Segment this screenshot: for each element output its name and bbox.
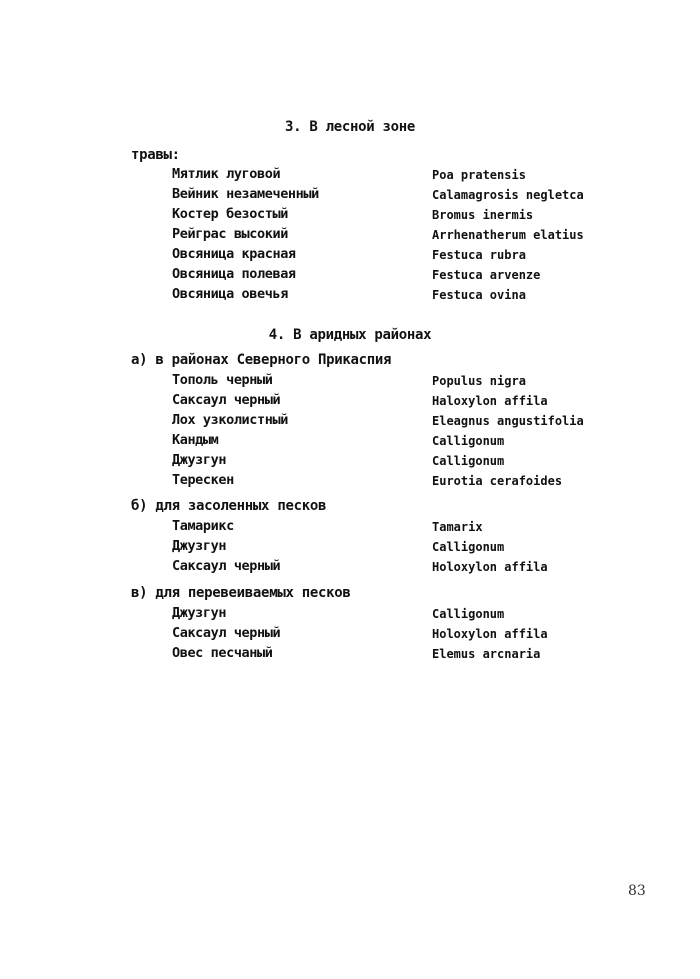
list-item	[0, 286, 700, 306]
russian-name: Вейник незамеченный	[172, 186, 319, 202]
list-item	[0, 266, 700, 286]
list-item	[0, 625, 700, 645]
russian-name: Саксаул черный	[172, 558, 281, 574]
list-item	[0, 645, 700, 665]
russian-name: Саксаул черный	[172, 625, 281, 641]
russian-name: Овсяница красная	[172, 246, 296, 262]
latin-name: Festuca ovina	[432, 288, 526, 302]
list-item	[0, 186, 700, 206]
russian-name: Лох узколистный	[172, 412, 288, 428]
russian-name: Кандым	[172, 432, 219, 448]
russian-name: Саксаул черный	[172, 392, 281, 408]
latin-name: Festuca arvenze	[432, 268, 541, 282]
latin-name: Haloxylon affila	[432, 394, 548, 408]
section-4-title: 4. В аридных районах	[268, 327, 432, 343]
group-label-drifting-sands: в) для перевеиваемых песков	[131, 585, 351, 601]
latin-name: Bromus inermis	[432, 208, 534, 222]
russian-name: Тополь черный	[172, 372, 273, 388]
list-item	[0, 558, 700, 578]
list-item	[0, 206, 700, 226]
list-item	[0, 166, 700, 186]
section-3-title: 3. В лесной зоне	[284, 119, 416, 135]
latin-name: Poa pratensis	[432, 168, 526, 182]
latin-name: Populus nigra	[432, 374, 526, 388]
latin-name: Arrhenatherum elatius	[432, 228, 584, 242]
latin-name: Eurotia cerafoides	[432, 474, 563, 488]
latin-name: Holoxylon affila	[432, 627, 548, 641]
latin-name: Tamarix	[432, 520, 483, 534]
list-item	[0, 472, 700, 492]
russian-name: Овсяница овечья	[172, 286, 288, 302]
russian-name: Овсяница полевая	[172, 266, 296, 282]
latin-name: Holoxylon affila	[432, 560, 548, 574]
russian-name: Овес песчаный	[172, 645, 273, 661]
russian-name: Терескен	[172, 472, 234, 488]
latin-name: Calligonum	[432, 454, 505, 468]
list-item	[0, 432, 700, 452]
russian-name: Рейграс высокий	[172, 226, 288, 242]
russian-name: Джузгун	[172, 605, 227, 621]
list-item	[0, 538, 700, 558]
latin-name: Calamagrosis negletca	[432, 188, 584, 202]
list-item	[0, 226, 700, 246]
list-item	[0, 452, 700, 472]
russian-name: Мятлик луговой	[172, 166, 281, 182]
latin-name: Calligonum	[432, 540, 505, 554]
russian-name: Джузгун	[172, 538, 227, 554]
group-label-saline-sands: б) для засоленных песков	[131, 498, 327, 514]
list-item	[0, 605, 700, 625]
latin-name: Festuca rubra	[432, 248, 526, 262]
russian-name: Джузгун	[172, 452, 227, 468]
list-item	[0, 372, 700, 392]
page-number: 83	[628, 883, 646, 899]
latin-name: Calligonum	[432, 607, 505, 621]
list-item	[0, 246, 700, 266]
russian-name: Тамарикс	[172, 518, 234, 534]
latin-name: Calligonum	[432, 434, 505, 448]
list-item	[0, 392, 700, 412]
group-label-north-caspian: а) в районах Северного Прикаспия	[131, 352, 392, 368]
group-label-grasses: травы:	[131, 147, 180, 163]
list-item	[0, 412, 700, 432]
list-item	[0, 518, 700, 538]
latin-name: Eleagnus angustifolia	[432, 414, 584, 428]
russian-name: Костер безостый	[172, 206, 288, 222]
latin-name: Elemus arcnaria	[432, 647, 541, 661]
